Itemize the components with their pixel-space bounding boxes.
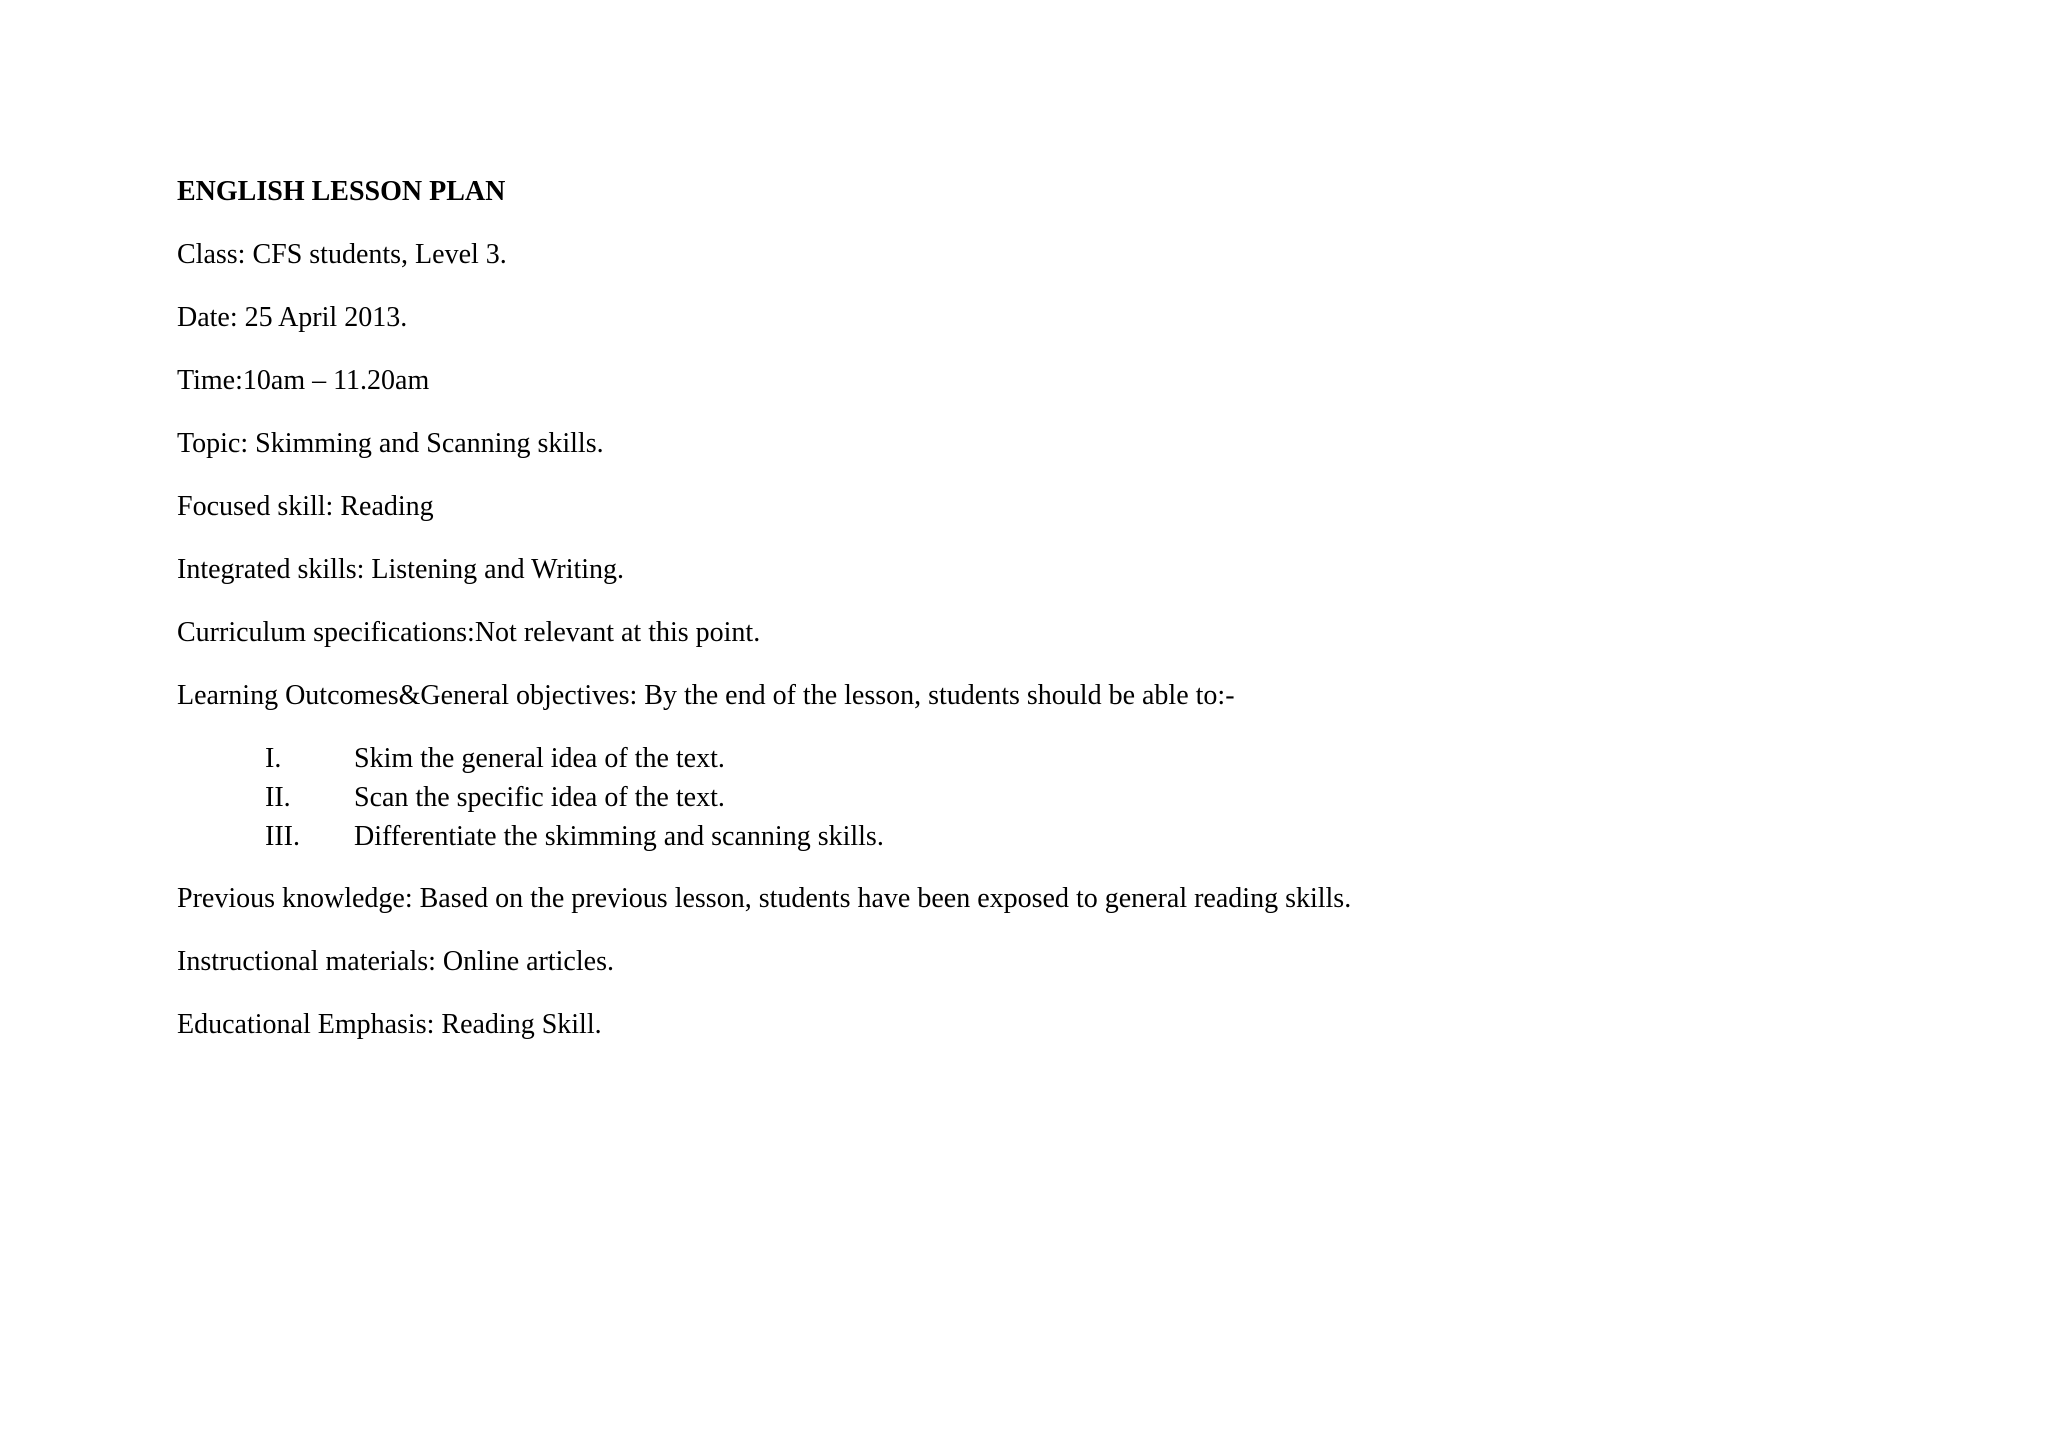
objective-text: Skim the general idea of the text. bbox=[354, 743, 725, 774]
objective-number: III. bbox=[265, 821, 300, 852]
previous-knowledge-line: Previous knowledge: Based on the previous lesson, students have been exposed to general reading skills. bbox=[177, 883, 1352, 914]
objective-text: Scan the specific idea of the text. bbox=[354, 782, 725, 813]
objective-item bbox=[177, 778, 1877, 817]
date-line: Date: 25 April 2013. bbox=[177, 302, 408, 333]
curriculum-line: Curriculum specifications:Not relevant at this point. bbox=[177, 617, 761, 648]
focused-skill-line: Focused skill: Reading bbox=[177, 491, 434, 522]
lesson-plan-page bbox=[177, 172, 1877, 1068]
objectives-list bbox=[177, 739, 1877, 856]
learning-outcomes-line: Learning Outcomes&General objectives: By the end of the lesson, students should be able to:- bbox=[177, 680, 1235, 711]
time-line: Time:10am – 11.20am bbox=[177, 365, 430, 396]
educational-emphasis-line: Educational Emphasis: Reading Skill. bbox=[177, 1009, 602, 1040]
objective-number: II. bbox=[265, 782, 291, 813]
objective-item bbox=[177, 739, 1877, 778]
instructional-materials-line: Instructional materials: Online articles. bbox=[177, 946, 614, 977]
objective-number: I. bbox=[265, 743, 282, 774]
integrated-skills-line: Integrated skills: Listening and Writing. bbox=[177, 554, 625, 585]
document-title: ENGLISH LESSON PLAN bbox=[177, 176, 506, 207]
class-line: Class: CFS students, Level 3. bbox=[177, 239, 507, 270]
topic-line: Topic: Skimming and Scanning skills. bbox=[177, 428, 604, 459]
objective-item bbox=[177, 817, 1877, 856]
objective-text: Differentiate the skimming and scanning skills. bbox=[354, 821, 884, 852]
